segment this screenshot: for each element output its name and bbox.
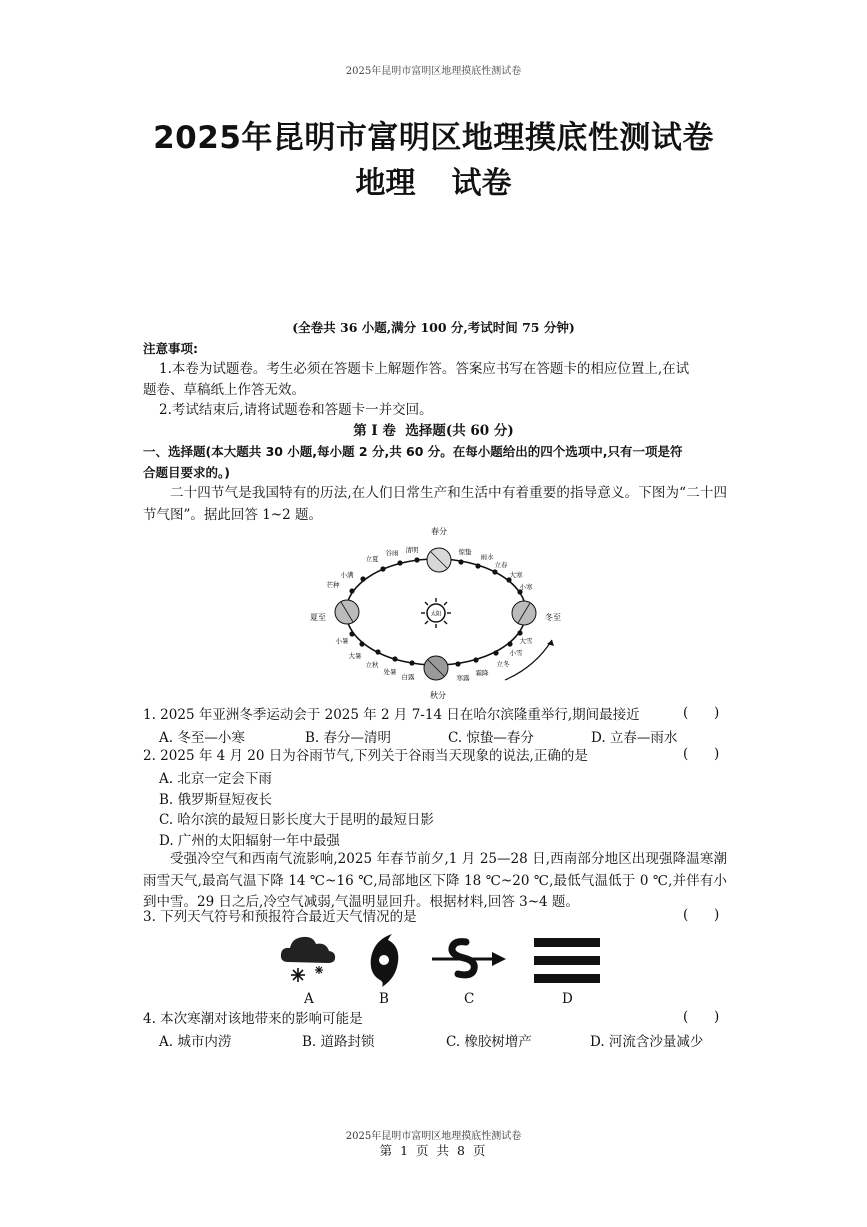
section-title: 第 Ⅰ 卷 选择题(共 60 分) bbox=[353, 423, 514, 439]
symbol-label-c: C bbox=[464, 991, 475, 1007]
svg-text:处暑: 处暑 bbox=[383, 668, 397, 676]
intro-cold-wave: 受强冷空气和西南气流影响,2025 年春节前夕,1 月 25—28 日,西南部分地区出现强降温寒潮雨雪天气,最高气温下降 14 ℃~16 ℃,局部地区下降 18 ℃~20 ℃,最低气温低于 0 ℃,并伴有小到中雪。29 日之后,冷空气减弱,气温明显回升。根据材料,回答 3~4 题。 bbox=[143, 851, 727, 910]
notice-item-1: 1.本卷为试题卷。考生必须在答题卡上解题作答。答案应书写在答题卡的相应位置上,在试 bbox=[159, 361, 690, 377]
svg-text:谷雨: 谷雨 bbox=[385, 549, 399, 557]
q4-answer-paren: ( ) bbox=[683, 1009, 720, 1025]
svg-text:立夏: 立夏 bbox=[365, 555, 379, 563]
page-title: 2025年昆明市富明区地理摸底性测试卷 bbox=[153, 120, 714, 156]
q2-option-a: A. 北京一定会下雨 bbox=[159, 771, 272, 787]
notice-item-1-cont: 题卷、草稿纸上作答无效。 bbox=[143, 382, 305, 398]
svg-text:大寒: 大寒 bbox=[509, 571, 523, 579]
symbol-label-a: A bbox=[304, 991, 314, 1007]
q4-option-d: D. 河流含沙量减少 bbox=[590, 1034, 704, 1050]
svg-text:小满: 小满 bbox=[340, 571, 354, 579]
exam-info: (全卷共 36 小题,满分 100 分,考试时间 75 分钟) bbox=[292, 320, 575, 335]
svg-text:小暑: 小暑 bbox=[335, 637, 349, 645]
svg-text:寒露: 寒露 bbox=[456, 674, 470, 682]
q2-option-c: C. 哈尔滨的最短日影长度大于昆明的最短日影 bbox=[159, 812, 434, 828]
q1-stem: 1. 2025 年亚洲冬季运动会于 2025 年 2 月 7-14 日在哈尔滨隆重举行,期间最接近 bbox=[143, 707, 640, 723]
q1-option-b: B. 春分—清明 bbox=[305, 730, 392, 746]
svg-text:大暑: 大暑 bbox=[348, 652, 362, 660]
intro-solar-terms: 二十四节气是我国特有的历法,在人们日常生产和生活中有着重要的指导意义。下图为“二十四节气图”。据此回答 1~2 题。 bbox=[143, 485, 727, 523]
q1-option-d: D. 立春—雨水 bbox=[591, 730, 678, 746]
q1-answer-paren: ( ) bbox=[683, 705, 720, 721]
svg-text:立春: 立春 bbox=[494, 561, 508, 569]
svg-text:白露: 白露 bbox=[401, 673, 415, 681]
q4-option-b: B. 道路封锁 bbox=[302, 1034, 375, 1050]
symbol-label-d: D bbox=[562, 991, 573, 1007]
q4-stem: 4. 本次寒潮对该地带来的影响可能是 bbox=[143, 1011, 363, 1027]
orbit-arrow bbox=[505, 640, 552, 680]
q4-option-c: C. 橡胶树增产 bbox=[446, 1034, 532, 1050]
subtitle-right: 试卷 bbox=[451, 166, 512, 201]
svg-text:太阳: 太阳 bbox=[430, 611, 442, 618]
snow-cloud-icon bbox=[278, 930, 344, 988]
notice-item-2: 2.考试结束后,请将试题卷和答题卡一并交回。 bbox=[159, 402, 433, 418]
svg-text:芒种: 芒种 bbox=[326, 581, 340, 589]
sun-icon bbox=[421, 598, 451, 628]
part1-heading: 一、选择题(本大题共 30 小题,每小题 2 分,共 60 分。在每小题给出的四个选项中,只有一项是符 bbox=[143, 444, 683, 459]
svg-text:立冬: 立冬 bbox=[496, 660, 510, 668]
solar-terms-diagram bbox=[300, 522, 572, 702]
label-summer-solstice: 夏至 bbox=[310, 613, 326, 622]
svg-text:惊蛰: 惊蛰 bbox=[458, 548, 472, 556]
label-winter-solstice: 冬至 bbox=[545, 613, 561, 622]
q2-option-b: B. 俄罗斯昼短夜长 bbox=[159, 792, 273, 808]
svg-text:小雪: 小雪 bbox=[509, 649, 523, 657]
symbol-label-b: B bbox=[379, 991, 389, 1007]
q2-stem: 2. 2025 年 4 月 20 日为谷雨节气,下列关于谷雨当天现象的说法,正确的是 bbox=[143, 748, 588, 764]
page-header: 2025年昆明市富明区地理摸底性测试卷 bbox=[345, 66, 522, 77]
notice-heading: 注意事项: bbox=[143, 341, 198, 356]
footer-page-number: 第 1 页 共 8 页 bbox=[379, 1143, 488, 1158]
part1-heading-cont: 合题目要求的。) bbox=[143, 465, 230, 480]
sandstorm-icon bbox=[430, 930, 508, 988]
typhoon-icon bbox=[362, 930, 406, 988]
q1-option-c: C. 惊蛰—春分 bbox=[448, 730, 534, 746]
q1-option-a: A. 冬至—小寒 bbox=[159, 730, 245, 746]
svg-text:小寒: 小寒 bbox=[519, 583, 533, 591]
q2-option-d: D. 广州的太阳辐射一年中最强 bbox=[159, 833, 340, 849]
q4-option-a: A. 城市内涝 bbox=[159, 1034, 232, 1050]
footer-title: 2025年昆明市富明区地理摸底性测试卷 bbox=[345, 1131, 522, 1142]
q2-answer-paren: ( ) bbox=[683, 746, 720, 762]
svg-text:清明: 清明 bbox=[405, 546, 419, 554]
fog-icon bbox=[532, 934, 602, 986]
q3-answer-paren: ( ) bbox=[683, 907, 720, 923]
subtitle-left: 地理 bbox=[355, 166, 416, 201]
q3-stem: 3. 下列天气符号和预报符合最近天气情况的是 bbox=[143, 909, 417, 925]
svg-text:大雪: 大雪 bbox=[519, 637, 533, 645]
svg-text:雨水: 雨水 bbox=[480, 553, 494, 561]
svg-text:霜降: 霜降 bbox=[475, 669, 489, 677]
label-spring-equinox: 春分 bbox=[431, 527, 447, 536]
svg-text:立秋: 立秋 bbox=[365, 661, 379, 669]
label-autumn-equinox: 秋分 bbox=[430, 691, 446, 700]
page-subtitle bbox=[0, 158, 867, 202]
